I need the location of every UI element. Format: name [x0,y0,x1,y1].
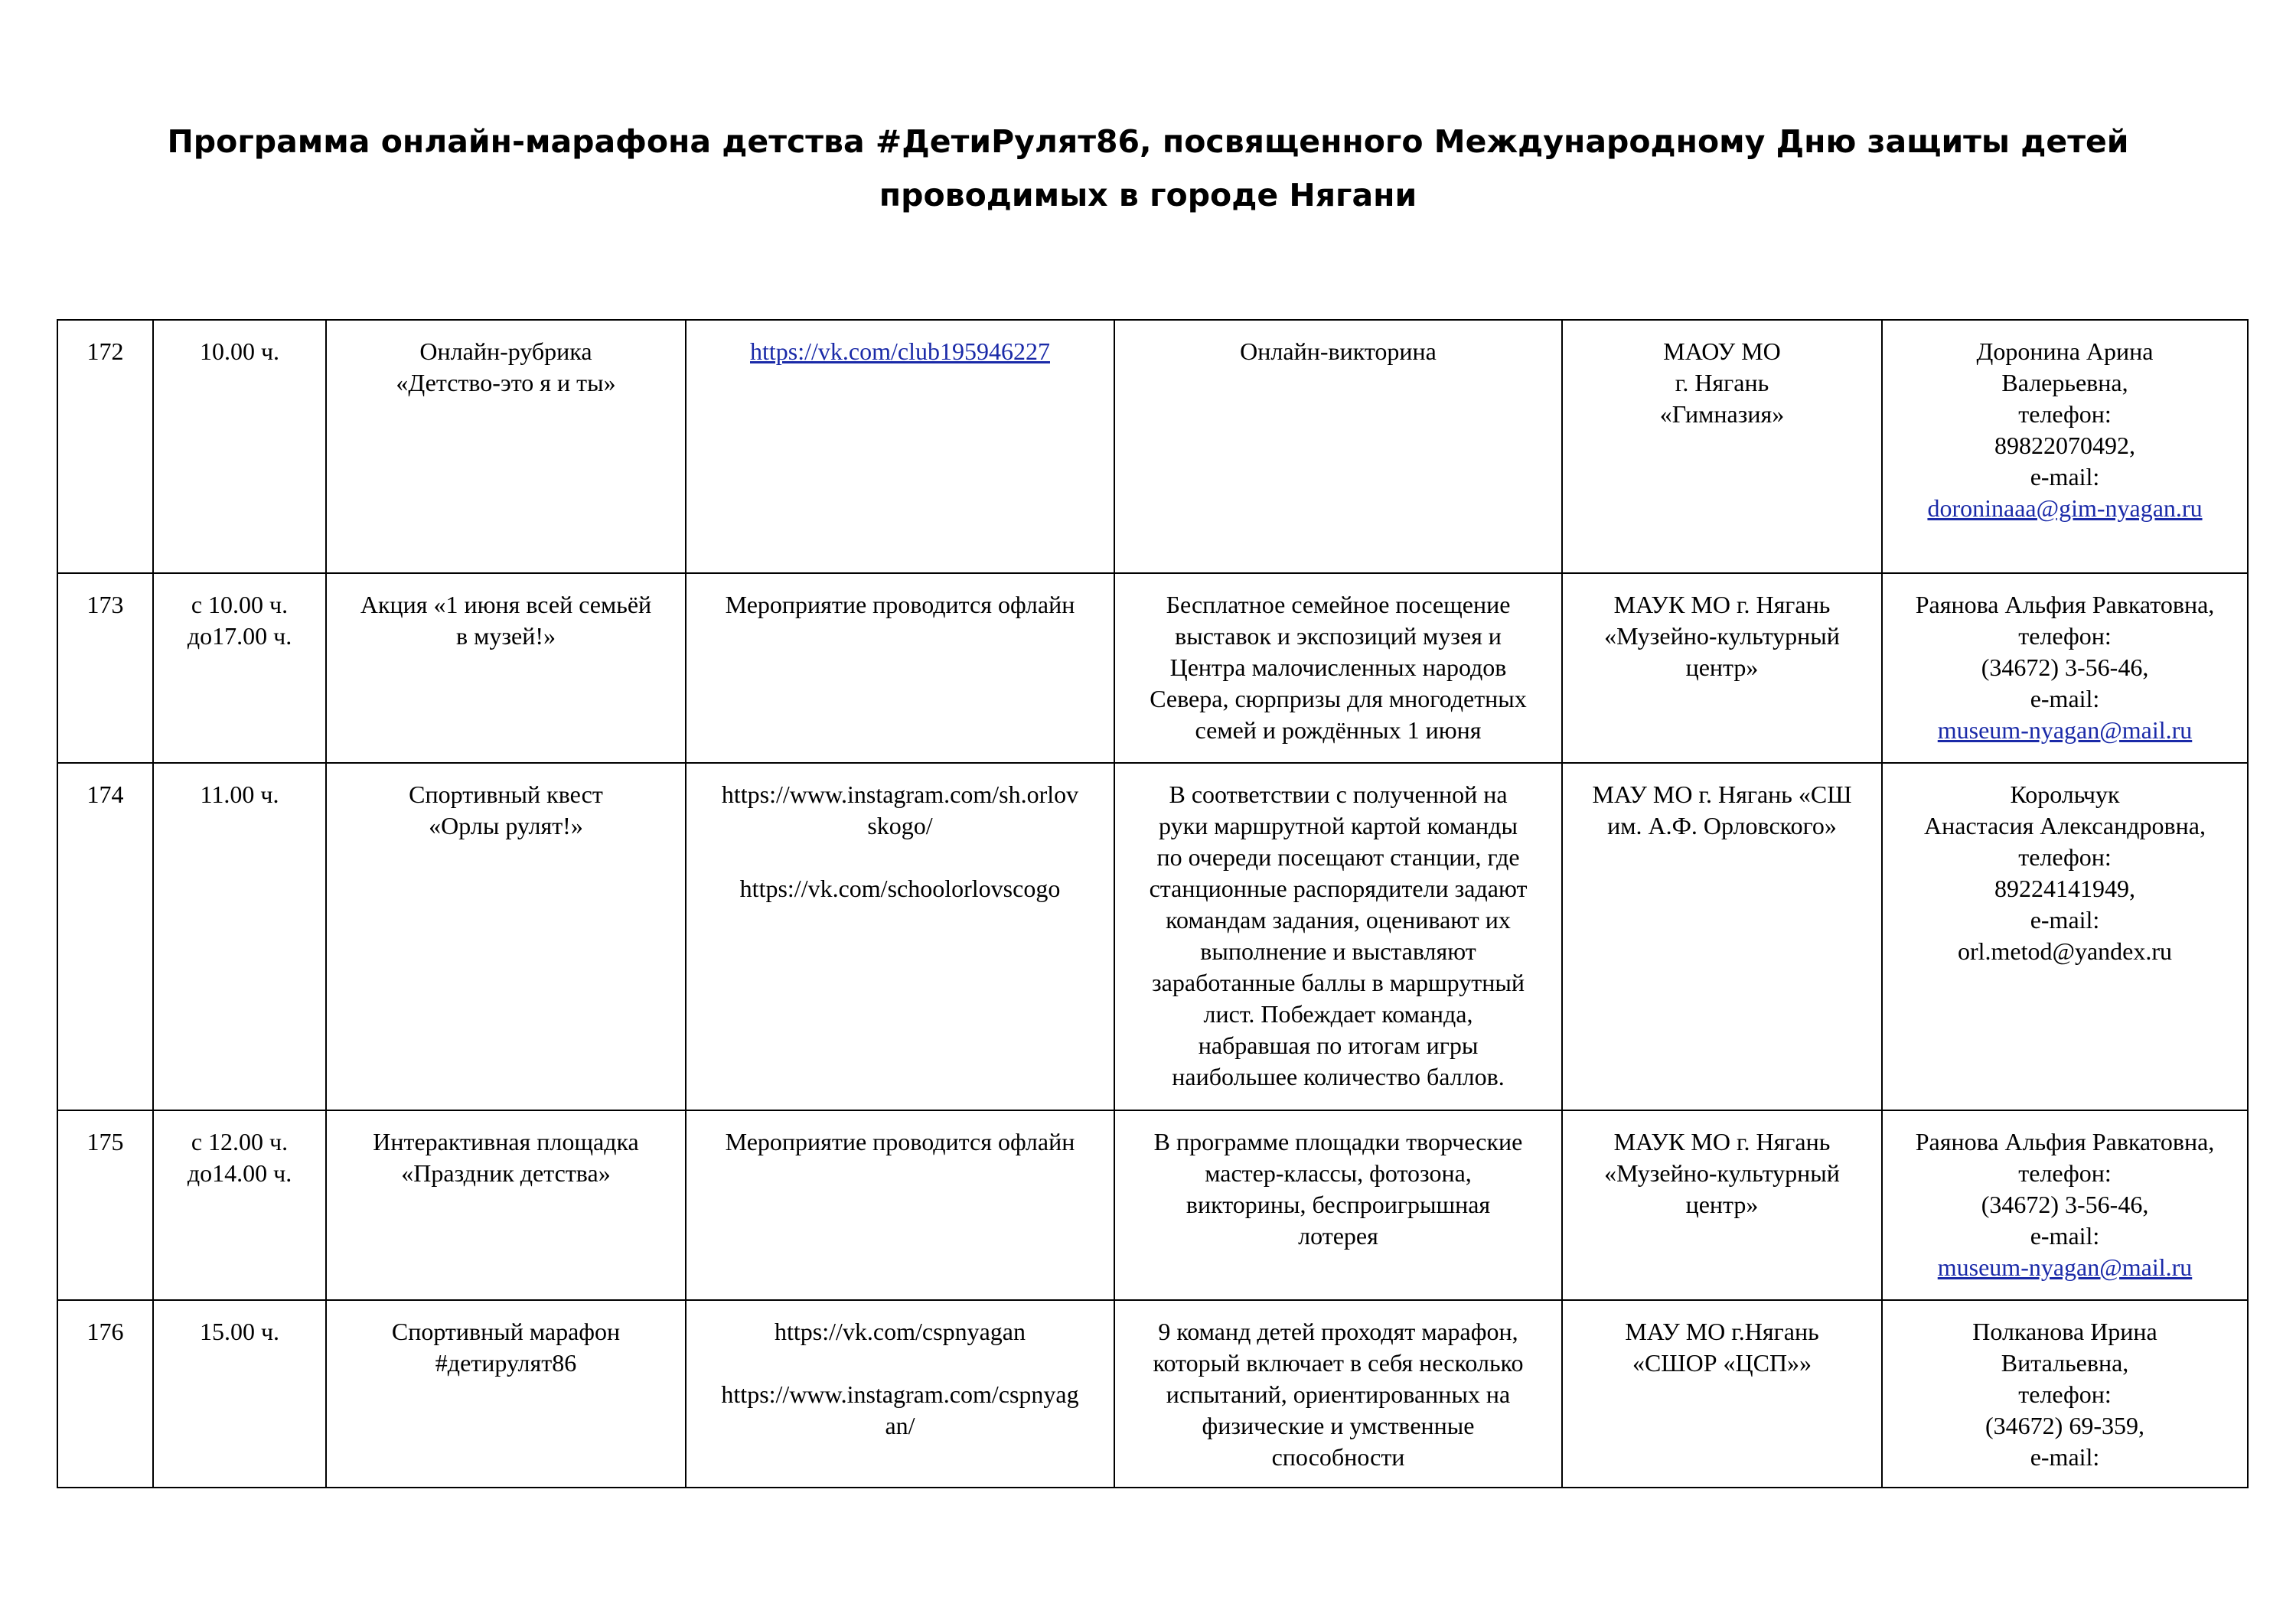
contact-cell [1882,1110,2248,1300]
schedule-table [57,319,2249,1488]
time-cell-line: 11.00 ч. [200,781,279,808]
contact-cell [1882,1300,2248,1488]
event-link[interactable]: https://vk.com/club195946227 [750,337,1050,365]
event-description-cell-line: наибольшее количество баллов. [1172,1063,1505,1090]
time-cell-line: с 12.00 ч. [191,1128,289,1155]
event-name-cell-line: Спортивный квест [409,781,603,808]
organizer-cell-line: «Музейно-культурный [1604,622,1840,650]
time-cell-line: с 10.00 ч. [191,591,289,618]
organizer-cell-line: «СШОР «ЦСП»» [1632,1349,1812,1377]
event-name-cell-line: «Праздник детства» [401,1159,611,1187]
event-description-cell-line: заработанные баллы в маршрутный [1152,969,1525,996]
contact-cell-line: телефон: [2018,843,2112,871]
document-title [0,115,2296,222]
row-number-cell-text: 176 [86,1318,124,1345]
event-links-cell [686,320,1114,573]
line-gap [697,1348,1103,1379]
contact-cell-line: Валерьевна, [2001,369,2128,396]
document-title-line-1: Программа онлайн-марафона детства #ДетиРулят86, посвященного Международному Дню защиты детей [167,123,2129,160]
table-row [57,320,2248,573]
contact-cell-line: (34672) 3-56-46, [1981,653,2149,681]
row-number-cell [57,1300,153,1488]
organizer-cell [1562,320,1882,573]
contact-cell-line: Раянова Альфия Равкатовна, [1915,1128,2215,1155]
event-name-cell [326,1110,686,1300]
event-name-cell-line: «Орлы рулят!» [429,812,583,839]
contact-email-link[interactable]: museum-nyagan@mail.ru [1937,1253,2193,1281]
time-cell [153,573,326,763]
event-description-cell [1114,573,1562,763]
contact-cell-line: Доронина Арина [1976,337,2154,365]
document-title-line-2: проводимых в городе Нягани [879,177,1417,213]
time-cell [153,763,326,1110]
event-name-cell [326,1300,686,1488]
event-links-cell [686,1300,1114,1488]
event-description-cell-line: семей и рождённых 1 июня [1195,716,1482,744]
contact-cell-line: Витальевна, [2001,1349,2129,1377]
organizer-cell-line: «Музейно-культурный [1604,1159,1840,1187]
time-cell [153,1300,326,1488]
event-links-cell-line: https://vk.com/cspnyagan [775,1318,1026,1345]
organizer-cell [1562,1300,1882,1488]
row-number-cell-text: 175 [86,1128,124,1155]
organizer-cell-line: МАУК МО г. Нягань [1613,1128,1831,1155]
organizer-cell-line: центр» [1685,1191,1759,1218]
event-description-cell-line: В программе площадки творческие [1153,1128,1523,1155]
contact-cell-line: e-mail: [2030,1222,2100,1250]
contact-cell-line: e-mail: [2030,463,2100,490]
event-description-cell [1114,1300,1562,1488]
event-description-cell-line: командам задания, оценивают их [1166,906,1511,934]
time-cell-line: до17.00 ч. [187,622,292,650]
event-description-cell-line: набравшая по итогам игры [1198,1031,1479,1059]
event-name-cell [326,573,686,763]
event-name-cell-line: Спортивный марафон [391,1318,621,1345]
event-links-cell-line: https://www.instagram.com/cspnyag [721,1380,1079,1408]
event-description-cell-line: Онлайн-викторина [1240,337,1437,365]
time-cell [153,1110,326,1300]
event-links-cell-line: Мероприятие проводится офлайн [725,1128,1075,1155]
event-description-cell-line: выставок и экспозиций музея и [1175,622,1502,650]
contact-email-link[interactable]: doroninaaa@gim-nyagan.ru [1927,494,2203,522]
contact-cell-line: Полканова Ирина [1972,1318,2157,1345]
event-description-cell-line: Севера, сюрпризы для многодетных [1150,685,1527,712]
event-links-cell-line: https://www.instagram.com/sh.orlov [721,781,1079,808]
event-links-cell [686,763,1114,1110]
event-description-cell [1114,320,1562,573]
schedule-body [57,320,2248,1488]
event-description-cell-line: В соответствии с полученной на [1169,781,1508,808]
event-description-cell-line: станционные распорядители задают [1149,875,1528,902]
organizer-cell-line: г. Нягань [1675,369,1769,396]
contact-cell-line: телефон: [2018,1380,2112,1408]
contact-cell [1882,320,2248,573]
time-cell-line: 15.00 ч. [199,1318,280,1345]
organizer-cell [1562,573,1882,763]
contact-cell-line: 89822070492, [1994,432,2135,459]
event-description-cell-line: лотерея [1298,1222,1378,1250]
row-number-cell-text: 174 [86,781,124,808]
row-number-cell [57,573,153,763]
contact-email-link[interactable]: museum-nyagan@mail.ru [1937,716,2193,744]
event-description-cell [1114,1110,1562,1300]
event-description-cell-line: 9 команд детей проходят марафон, [1158,1318,1518,1345]
event-name-cell [326,320,686,573]
organizer-cell-line: им. А.Ф. Орловского» [1607,812,1837,839]
event-description-cell-line: испытаний, ориентированных на [1166,1380,1511,1408]
event-links-cell-line: an/ [885,1412,915,1439]
table-row [57,1300,2248,1488]
event-description-cell-line: викторины, беспроигрышная [1186,1191,1491,1218]
time-cell [153,320,326,573]
event-description-cell-line: по очереди посещают станции, где [1156,843,1520,871]
event-description-cell-line: который включает в себя несколько [1153,1349,1524,1377]
event-name-cell [326,763,686,1110]
event-name-cell-line: Интерактивная площадка [373,1128,639,1155]
organizer-cell [1562,763,1882,1110]
contact-cell-line: (34672) 69-359, [1985,1412,2144,1439]
event-description-cell-line: лист. Побеждает команда, [1203,1000,1473,1028]
table-row [57,573,2248,763]
event-links-cell [686,573,1114,763]
contact-cell-line: e-mail: [2030,1443,2100,1471]
row-number-cell [57,320,153,573]
contact-cell-line: телефон: [2018,400,2112,428]
row-number-cell-text: 173 [86,591,124,618]
contact-cell-line: Анастасия Александровна, [1924,812,2206,839]
event-links-cell-line: Мероприятие проводится офлайн [725,591,1075,618]
event-description-cell [1114,763,1562,1110]
event-description-cell-line: руки маршрутной картой команды [1159,812,1518,839]
contact-cell-line: e-mail: [2030,906,2100,934]
row-number-cell [57,763,153,1110]
contact-cell-line: телефон: [2018,1159,2112,1187]
contact-cell-line: телефон: [2018,622,2112,650]
organizer-cell [1562,1110,1882,1300]
time-cell-line: 10.00 ч. [199,337,280,365]
organizer-cell-line: МАОУ МО [1663,337,1781,365]
row-number-cell-text: 172 [86,337,124,365]
contact-cell-line: e-mail: [2030,685,2100,712]
contact-cell-line: Корольчук [2010,781,2120,808]
table-row [57,1110,2248,1300]
event-name-cell-line: Онлайн-рубрика [419,337,592,365]
event-links-cell-line: https://vk.com/schoolorlovscogo [739,875,1061,902]
event-description-cell-line: физические и умственные [1202,1412,1475,1439]
event-name-cell-line: в музей!» [456,622,556,650]
contact-cell-line: orl.metod@yandex.ru [1957,937,2173,965]
organizer-cell-line: «Гимназия» [1659,400,1785,428]
contact-cell [1882,763,2248,1110]
event-description-cell-line: Бесплатное семейное посещение [1166,591,1511,618]
event-description-cell-line: Центра малочисленных народов [1169,653,1507,681]
organizer-cell-line: МАУ МО г. Нягань «СШ [1592,781,1852,808]
contact-cell-line: (34672) 3-56-46, [1981,1191,2149,1218]
table-row [57,763,2248,1110]
organizer-cell-line: МАУК МО г. Нягань [1613,591,1831,618]
event-description-cell-line: способности [1271,1443,1405,1471]
line-gap [697,842,1103,873]
event-description-cell-line: мастер-классы, фотозона, [1205,1159,1472,1187]
event-links-cell [686,1110,1114,1300]
contact-cell [1882,573,2248,763]
contact-cell-line: 89224141949, [1994,875,2135,902]
event-name-cell-line: Акция «1 июня всей семьёй [360,591,652,618]
contact-cell-line: Раянова Альфия Равкатовна, [1915,591,2215,618]
row-number-cell [57,1110,153,1300]
event-links-cell-line: skogo/ [867,812,933,839]
event-name-cell-line: «Детство-это я и ты» [396,369,616,396]
time-cell-line: до14.00 ч. [187,1159,292,1187]
organizer-cell-line: центр» [1685,653,1759,681]
event-name-cell-line: #детирулят86 [435,1349,577,1377]
event-description-cell-line: выполнение и выставляют [1200,937,1476,965]
organizer-cell-line: МАУ МО г.Нягань [1625,1318,1819,1345]
